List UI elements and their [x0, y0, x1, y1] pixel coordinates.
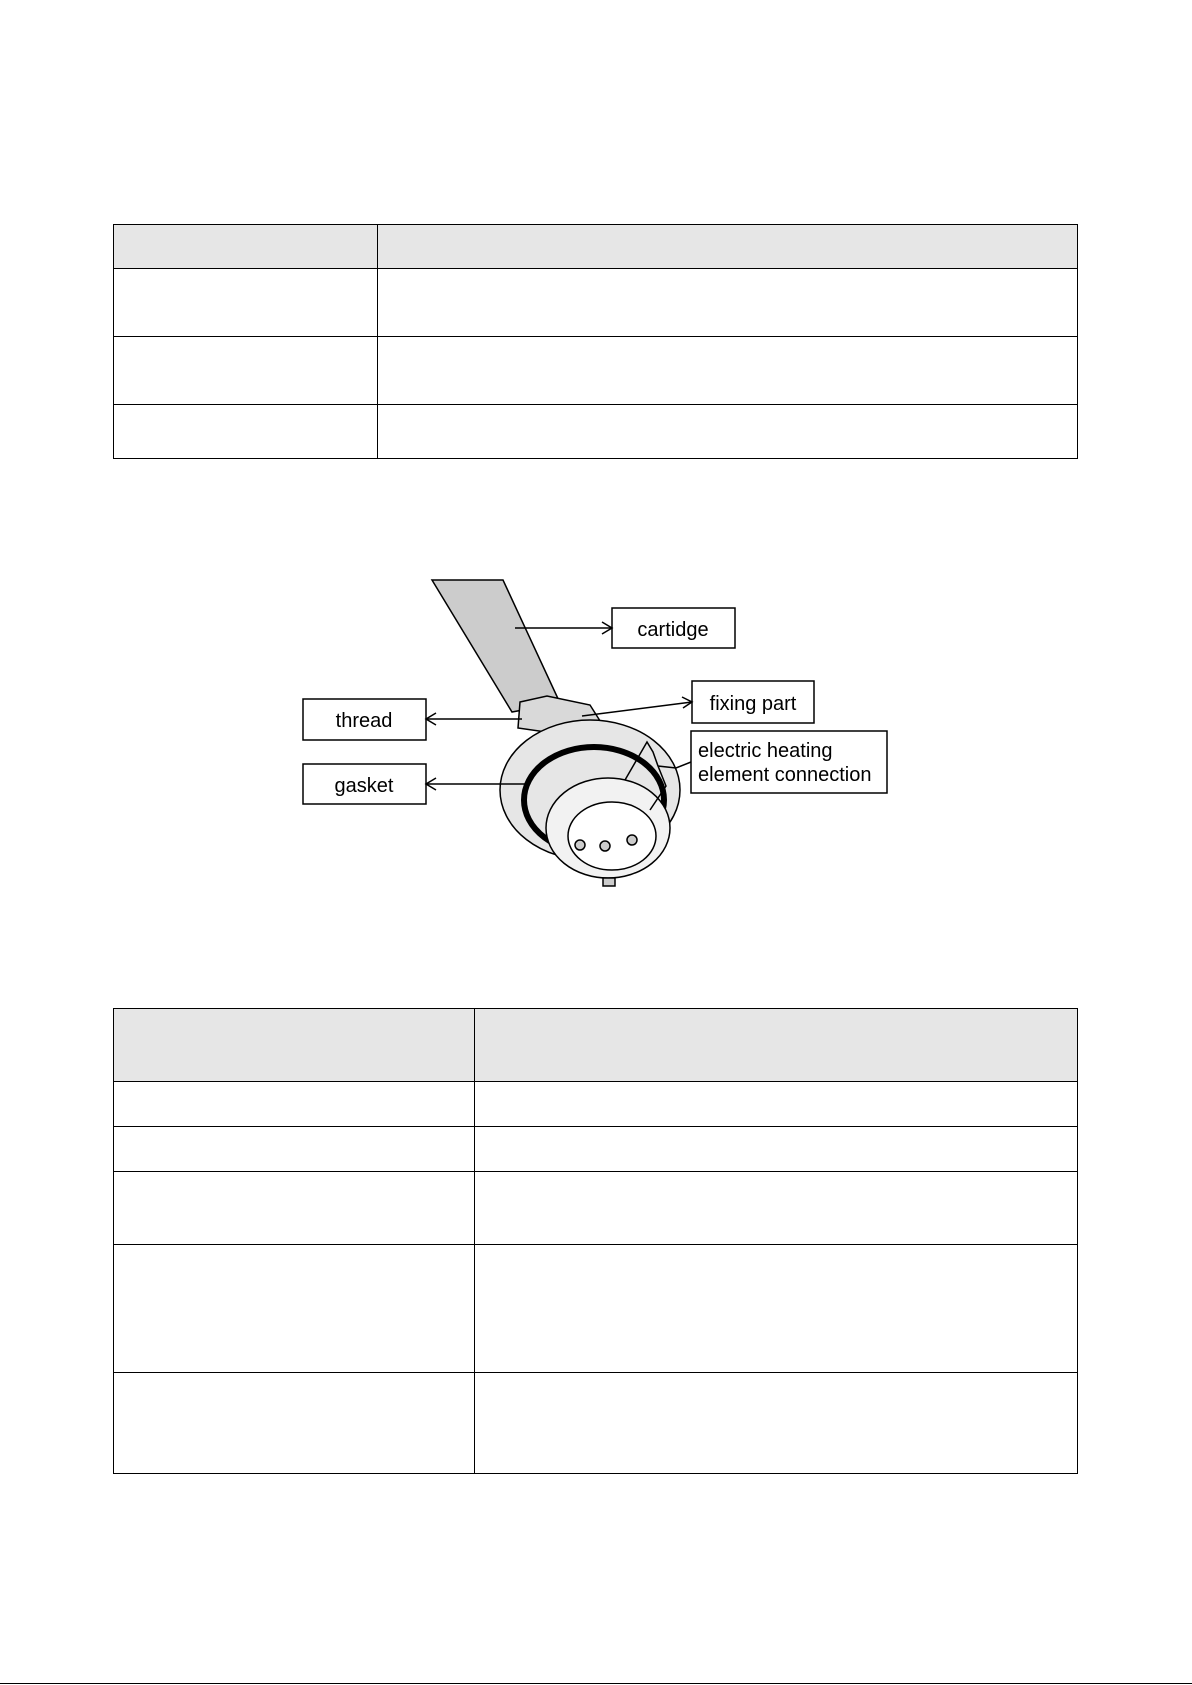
page-bottom-rule	[0, 1683, 1192, 1684]
thread-label: thread	[335, 710, 393, 732]
table-cell	[475, 1245, 1078, 1373]
table-cell	[378, 337, 1078, 405]
heating-cartridge-figure	[280, 570, 900, 890]
table-row	[114, 1373, 1078, 1474]
table-cell	[475, 1373, 1078, 1474]
cartidge-label: cartidge	[637, 619, 709, 641]
table-cell	[378, 269, 1078, 337]
table-header-cell	[114, 225, 378, 269]
table-cell	[114, 269, 378, 337]
connector-pin	[600, 841, 610, 851]
fixing-part-label: fixing part	[709, 693, 797, 715]
table-row	[114, 1082, 1078, 1127]
table-header-row	[114, 225, 1078, 269]
table-cell	[114, 1082, 475, 1127]
table-cell	[475, 1082, 1078, 1127]
bottom-table	[113, 1008, 1078, 1474]
table-header-cell	[378, 225, 1078, 269]
table-cell	[114, 337, 378, 405]
top-table	[113, 224, 1078, 459]
electric-heating-label-line2: element connection	[698, 764, 872, 786]
table-cell	[114, 1172, 475, 1245]
fixing-part-leader	[582, 702, 692, 716]
table-row	[114, 1172, 1078, 1245]
table-cell	[114, 1373, 475, 1474]
gasket-label: gasket	[334, 775, 394, 797]
connector-pin	[627, 835, 637, 845]
table-row	[114, 1245, 1078, 1373]
table-header-row	[114, 1009, 1078, 1082]
connector-inner	[568, 802, 656, 870]
table-cell	[475, 1172, 1078, 1245]
cartridge-tube	[432, 580, 560, 712]
table-cell	[378, 405, 1078, 459]
table-cell	[114, 1245, 475, 1373]
table-row	[114, 405, 1078, 459]
table-header-cell	[114, 1009, 475, 1082]
table-header-cell	[475, 1009, 1078, 1082]
table-row	[114, 269, 1078, 337]
table-cell	[475, 1127, 1078, 1172]
table-row	[114, 337, 1078, 405]
electric-heating-label-line1: electric heating	[698, 740, 833, 762]
connector-pin	[575, 840, 585, 850]
table-cell	[114, 405, 378, 459]
connector-tab	[603, 878, 615, 886]
table-row	[114, 1127, 1078, 1172]
table-cell	[114, 1127, 475, 1172]
